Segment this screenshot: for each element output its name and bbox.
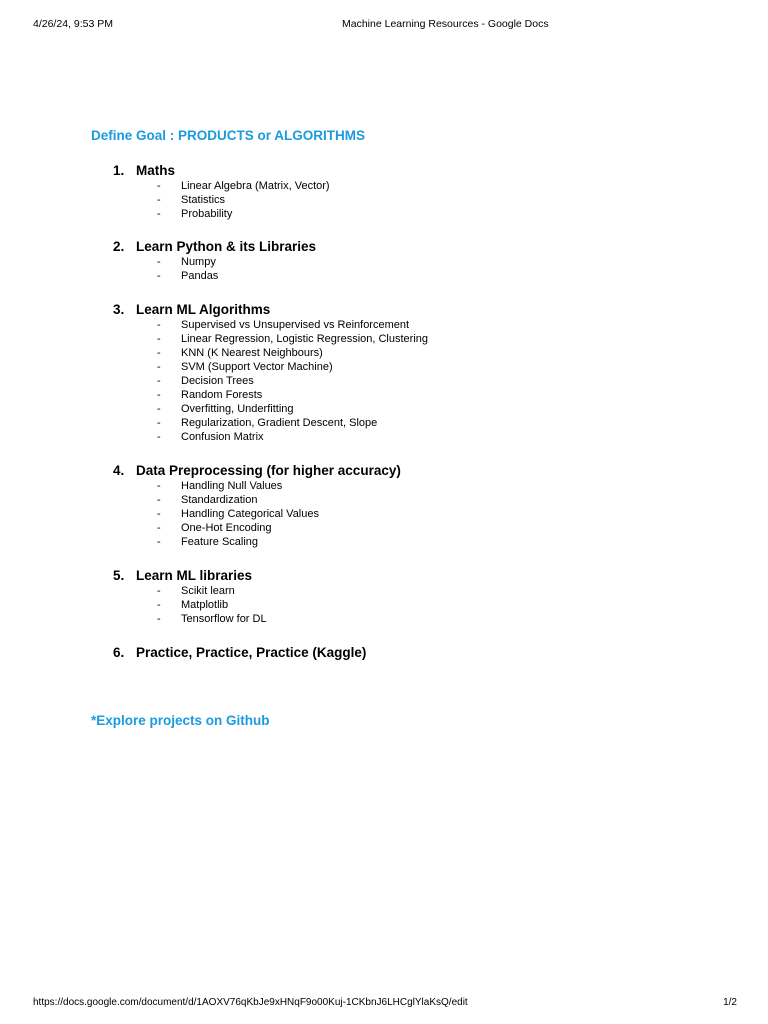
list-item: - Decision Trees [113, 374, 673, 388]
section-preprocessing [113, 463, 673, 549]
list-item: - One-Hot Encoding [113, 521, 673, 535]
item-list [113, 255, 673, 283]
item-list [113, 179, 673, 221]
section-practice [113, 645, 673, 661]
list-item: - Feature Scaling [113, 535, 673, 549]
list-item: - Standardization [113, 493, 673, 507]
print-doc-title: Machine Learning Resources - Google Docs [342, 18, 549, 30]
section-title-text: Practice, Practice, Practice (Kaggle) [136, 645, 367, 660]
list-item: - Probability [113, 207, 673, 221]
goal-heading: Define Goal : PRODUCTS or ALGORITHMS [91, 128, 366, 143]
list-item: - Random Forests [113, 388, 673, 402]
list-item: - Handling Null Values [113, 479, 673, 493]
section-title-text: Learn Python & its Libraries [136, 239, 317, 254]
list-item: - Numpy [113, 255, 673, 269]
list-item: - Supervised vs Unsupervised vs Reinforcement [113, 318, 673, 332]
list-item: - Matplotlib [113, 598, 673, 612]
explore-heading: *Explore projects on Github [91, 713, 270, 728]
item-list [113, 584, 673, 626]
section-title-text: Learn ML libraries [136, 568, 253, 583]
section-number: 6. [113, 645, 125, 660]
print-url: https://docs.google.com/document/d/1AOXV76qKbJe9xHNqF9o00Kuj-1CKbnJ6LHCglYlaKsQ/edit [33, 997, 468, 1008]
list-item: - KNN (K Nearest Neighbours) [113, 346, 673, 360]
section-title-text: Maths [136, 163, 176, 178]
item-list [113, 479, 673, 549]
item-list [113, 318, 673, 444]
list-item: - Tensorflow for DL [113, 612, 673, 626]
section-ml-algorithms [113, 302, 673, 444]
list-item: - Confusion Matrix [113, 430, 673, 444]
list-item: - Linear Regression, Logistic Regression, Clustering [113, 332, 673, 346]
section-title [113, 568, 673, 584]
section-title [113, 302, 673, 318]
section-title-text: Data Preprocessing (for higher accuracy) [136, 463, 401, 478]
section-ml-libraries [113, 568, 673, 626]
section-title [113, 239, 673, 255]
section-maths [113, 163, 673, 221]
section-python [113, 239, 673, 283]
list-item: - Regularization, Gradient Descent, Slope [113, 416, 673, 430]
section-number: 3. [113, 302, 125, 317]
print-datetime: 4/26/24, 9:53 PM [33, 18, 113, 30]
page-number: 1/2 [723, 997, 737, 1008]
section-number: 2. [113, 239, 125, 254]
list-item: - Scikit learn [113, 584, 673, 598]
section-title [113, 645, 673, 661]
section-number: 1. [113, 163, 125, 178]
section-number: 5. [113, 568, 125, 583]
list-item: - Pandas [113, 269, 673, 283]
section-title [113, 463, 673, 479]
list-item: - Statistics [113, 193, 673, 207]
list-item: - Linear Algebra (Matrix, Vector) [113, 179, 673, 193]
list-item: - SVM (Support Vector Machine) [113, 360, 673, 374]
list-item: - Handling Categorical Values [113, 507, 673, 521]
section-title-text: Learn ML Algorithms [136, 302, 271, 317]
section-number: 4. [113, 463, 125, 478]
section-title [113, 163, 673, 179]
list-item: - Overfitting, Underfitting [113, 402, 673, 416]
